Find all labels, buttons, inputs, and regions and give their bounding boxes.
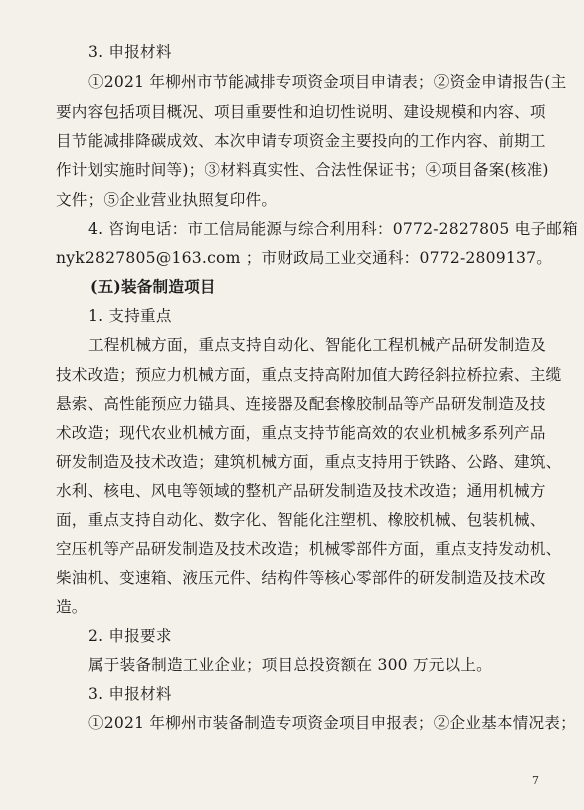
paragraph-line: 作计划实施时间等)；③材料真实性、合法性保证书；④项目备案(核准) [56, 161, 549, 179]
section-heading-equipment: (五)装备制造项目 [90, 277, 216, 296]
paragraph-line: 工程机械方面，重点支持自动化、智能化工程机械产品研发制造及 [88, 336, 547, 354]
paragraph-line: 悬索、高性能预应力锚具、连接器及配套橡胶制品等产品研发制造及技 [56, 395, 546, 413]
heading-materials: 3. 申报材料 [88, 43, 172, 61]
paragraph-line: 目节能减排降碳成效、本次申请专项资金主要投向的工作内容、前期工 [56, 132, 546, 150]
paragraph-line: 文件；⑤企业营业执照复印件。 [56, 191, 278, 209]
paragraph-line: 研发制造及技术改造；建筑机械方面，重点支持用于铁路、公路、建筑、 [56, 453, 562, 471]
heading-requirements: 2. 申报要求 [88, 627, 172, 645]
heading-support-focus: 1. 支持重点 [88, 307, 172, 325]
paragraph-line: 要内容包括项目概况、项目重要性和迫切性说明、建设规模和内容、项 [56, 103, 546, 121]
page-number: 7 [532, 774, 539, 787]
paragraph-line: ①2021 年柳州市装备制造专项资金项目申报表；②企业基本情况表； [88, 714, 576, 732]
heading-materials: 3. 申报材料 [88, 685, 172, 703]
paragraph-line: 属于装备制造工业企业；项目总投资额在 300 万元以上。 [88, 656, 492, 674]
paragraph-line: 造。 [56, 598, 88, 616]
contact-line: nyk2827805@163.com ；市财政局工业交通科：0772-2809137。 [56, 249, 553, 267]
paragraph-line: 术改造；现代农业机械方面，重点支持节能高效的农业机械多系列产品 [56, 424, 546, 442]
contact-line: 4. 咨询电话：市工信局能源与综合利用科：0772-2827805 电子邮箱 [88, 220, 578, 238]
paragraph-line: ①2021 年柳州市节能减排专项资金项目申请表；②资金申请报告(主 [88, 73, 567, 91]
paragraph-line: 空压机等产品研发制造及技术改造；机械零部件方面，重点支持发动机、 [56, 540, 562, 558]
paragraph-line: 柴油机、变速箱、液压元件、结构件等核心零部件的研发制造及技术改 [56, 569, 546, 587]
paragraph-line: 水利、核电、风电等领域的整机产品研发制造及技术改造；通用机械方 [56, 482, 546, 500]
paragraph-line: 面，重点支持自动化、数字化、智能化注塑机、橡胶机械、包装机械、 [56, 511, 546, 529]
paragraph-line: 技术改造；预应力机械方面，重点支持高附加值大跨径斜拉桥拉索、主缆 [56, 366, 562, 384]
